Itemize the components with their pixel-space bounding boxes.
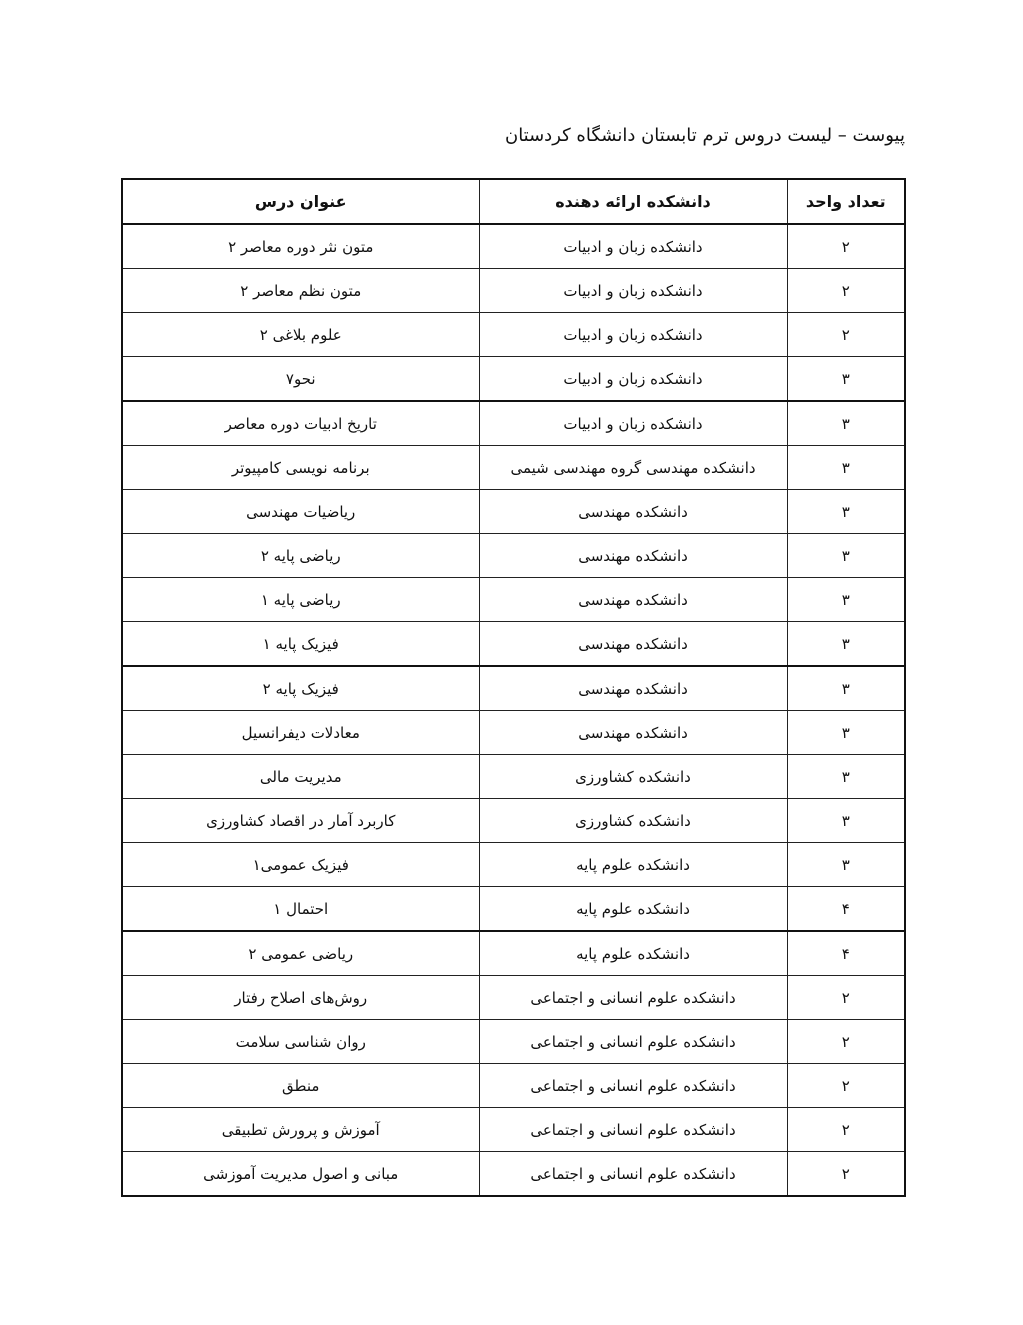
- table-row: [122, 401, 905, 446]
- cell-units: ۳: [787, 534, 905, 578]
- cell-faculty: دانشکده علوم پایه: [479, 887, 787, 932]
- cell-faculty: دانشکده زبان و ادبیات: [479, 313, 787, 357]
- table-row: [122, 224, 905, 269]
- cell-units: ۳: [787, 799, 905, 843]
- table-row: [122, 269, 905, 313]
- cell-units: ۲: [787, 1064, 905, 1108]
- cell-units: ۲: [787, 976, 905, 1020]
- table-row: [122, 534, 905, 578]
- header-units: تعداد واحد: [787, 179, 905, 224]
- course-table: [121, 178, 906, 1197]
- cell-units: ۲: [787, 313, 905, 357]
- cell-course-title: علوم بلاغی ۲: [122, 313, 479, 357]
- cell-units: ۲: [787, 269, 905, 313]
- table-row: [122, 843, 905, 887]
- cell-course-title: تاریخ ادبیات دوره معاصر: [122, 401, 479, 446]
- cell-faculty: دانشکده علوم انسانی و اجتماعی: [479, 1152, 787, 1197]
- cell-units: ۴: [787, 887, 905, 932]
- table-row: [122, 799, 905, 843]
- cell-faculty: دانشکده مهندسی گروه مهندسی شیمی: [479, 446, 787, 490]
- cell-units: ۳: [787, 755, 905, 799]
- cell-course-title: ریاضی پایه ۱: [122, 578, 479, 622]
- cell-units: ۳: [787, 711, 905, 755]
- cell-course-title: روش‌های اصلاح رفتار: [122, 976, 479, 1020]
- cell-units: ۲: [787, 1152, 905, 1197]
- cell-faculty: دانشکده مهندسی: [479, 622, 787, 667]
- table-row: [122, 976, 905, 1020]
- cell-course-title: برنامه نویسی کامپیوتر: [122, 446, 479, 490]
- cell-faculty: دانشکده مهندسی: [479, 490, 787, 534]
- cell-course-title: کاربرد آمار در اقصاد کشاورزی: [122, 799, 479, 843]
- cell-course-title: معادلات دیفرانسیل: [122, 711, 479, 755]
- cell-units: ۳: [787, 622, 905, 667]
- cell-units: ۳: [787, 578, 905, 622]
- cell-units: ۳: [787, 490, 905, 534]
- cell-course-title: ریاضی پایه ۲: [122, 534, 479, 578]
- cell-course-title: نحو۷: [122, 357, 479, 402]
- cell-course-title: متون نثر دوره معاصر ۲: [122, 224, 479, 269]
- cell-faculty: دانشکده زبان و ادبیات: [479, 357, 787, 402]
- table-body: [122, 224, 905, 1196]
- cell-units: ۳: [787, 401, 905, 446]
- cell-faculty: دانشکده علوم انسانی و اجتماعی: [479, 1064, 787, 1108]
- header-faculty: دانشکده ارائه دهنده: [479, 179, 787, 224]
- table-row: [122, 446, 905, 490]
- cell-course-title: آموزش و پرورش تطبیقی: [122, 1108, 479, 1152]
- cell-faculty: دانشکده زبان و ادبیات: [479, 269, 787, 313]
- cell-course-title: منطق: [122, 1064, 479, 1108]
- cell-faculty: دانشکده علوم انسانی و اجتماعی: [479, 976, 787, 1020]
- table-row: [122, 711, 905, 755]
- cell-faculty: دانشکده کشاورزی: [479, 755, 787, 799]
- cell-faculty: دانشکده مهندسی: [479, 578, 787, 622]
- cell-course-title: متون نظم معاصر ۲: [122, 269, 479, 313]
- table-row: [122, 357, 905, 402]
- cell-faculty: دانشکده زبان و ادبیات: [479, 224, 787, 269]
- cell-faculty: دانشکده علوم پایه: [479, 931, 787, 976]
- header-course-title: عنوان درس: [122, 179, 479, 224]
- cell-faculty: دانشکده علوم انسانی و اجتماعی: [479, 1020, 787, 1064]
- cell-faculty: دانشکده مهندسی: [479, 534, 787, 578]
- table-row: [122, 666, 905, 711]
- cell-faculty: دانشکده زبان و ادبیات: [479, 401, 787, 446]
- cell-faculty: دانشکده علوم پایه: [479, 843, 787, 887]
- table-row: [122, 887, 905, 932]
- cell-course-title: مبانی و اصول مدیریت آموزشی: [122, 1152, 479, 1197]
- cell-units: ۲: [787, 1020, 905, 1064]
- page-title: پیوست – لیست دروس ترم تابستان دانشگاه کردستان: [504, 125, 905, 146]
- table-row: [122, 490, 905, 534]
- cell-course-title: مدیریت مالی: [122, 755, 479, 799]
- cell-units: ۲: [787, 224, 905, 269]
- cell-faculty: دانشکده مهندسی: [479, 711, 787, 755]
- cell-faculty: دانشکده کشاورزی: [479, 799, 787, 843]
- table-row: [122, 622, 905, 667]
- cell-units: ۳: [787, 666, 905, 711]
- cell-units: ۴: [787, 931, 905, 976]
- cell-course-title: احتمال ۱: [122, 887, 479, 932]
- table-row: [122, 1064, 905, 1108]
- cell-units: ۳: [787, 446, 905, 490]
- table-row: [122, 1108, 905, 1152]
- cell-faculty: دانشکده مهندسی: [479, 666, 787, 711]
- cell-units: ۳: [787, 357, 905, 402]
- cell-course-title: روان شناسی سلامت: [122, 1020, 479, 1064]
- cell-course-title: ریاضی عمومی ۲: [122, 931, 479, 976]
- table-row: [122, 931, 905, 976]
- cell-course-title: ریاضیات مهندسی: [122, 490, 479, 534]
- table-row: [122, 1152, 905, 1197]
- table-header-row: [122, 179, 905, 224]
- table-row: [122, 755, 905, 799]
- cell-units: ۲: [787, 1108, 905, 1152]
- cell-faculty: دانشکده علوم انسانی و اجتماعی: [479, 1108, 787, 1152]
- cell-course-title: فیزیک پایه ۱: [122, 622, 479, 667]
- cell-course-title: فیزیک پایه ۲: [122, 666, 479, 711]
- cell-course-title: فیزیک عمومی۱: [122, 843, 479, 887]
- table-row: [122, 578, 905, 622]
- table-row: [122, 1020, 905, 1064]
- cell-units: ۳: [787, 843, 905, 887]
- table-row: [122, 313, 905, 357]
